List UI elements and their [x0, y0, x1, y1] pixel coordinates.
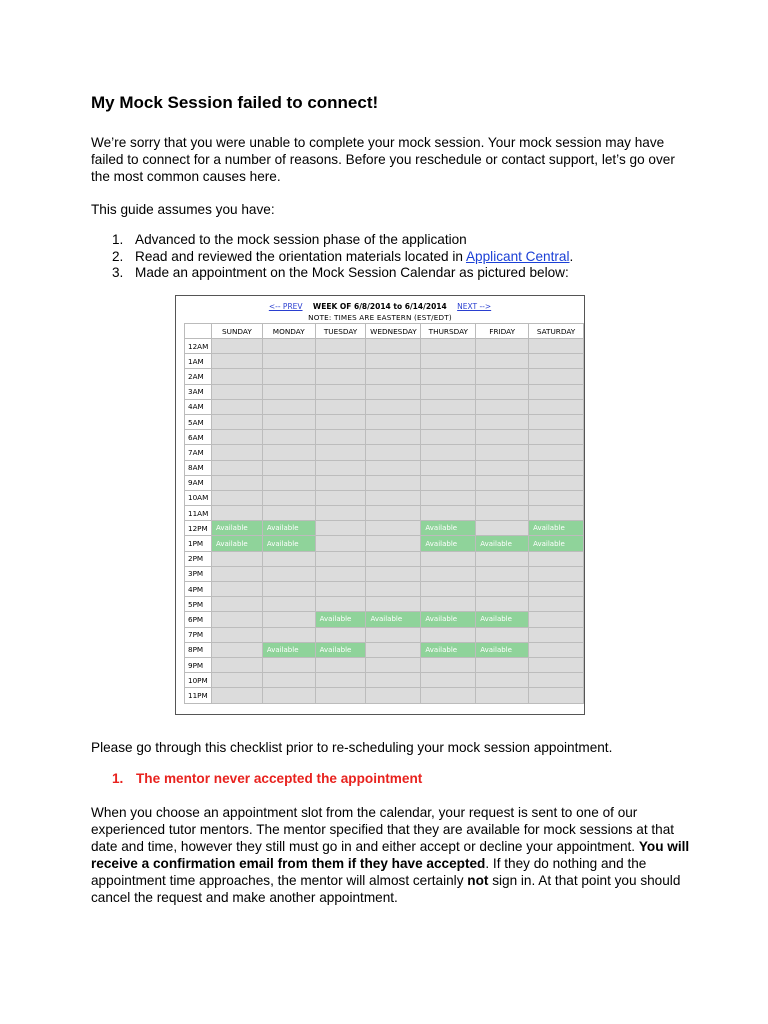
empty-slot	[262, 354, 315, 369]
hour-label: 12AM	[185, 339, 212, 354]
section-heading: 1. The mentor never accepted the appointment	[112, 771, 423, 786]
applicant-central-link[interactable]: Applicant Central	[465, 248, 570, 264]
empty-slot	[262, 399, 315, 414]
empty-slot	[366, 688, 421, 703]
empty-slot	[476, 490, 529, 505]
hour-label: 11PM	[185, 688, 212, 703]
empty-slot	[421, 657, 476, 672]
empty-slot	[529, 445, 584, 460]
empty-slot	[421, 384, 476, 399]
empty-slot	[476, 673, 529, 688]
empty-slot	[366, 460, 421, 475]
empty-slot	[366, 566, 421, 581]
empty-slot	[476, 627, 529, 642]
empty-slot	[421, 582, 476, 597]
hour-header	[185, 324, 212, 339]
empty-slot	[211, 627, 262, 642]
table-row	[185, 339, 584, 354]
empty-slot	[315, 339, 366, 354]
empty-slot	[262, 506, 315, 521]
available-slot[interactable]: Available	[529, 521, 584, 536]
page-title: My Mock Session failed to connect!	[91, 93, 379, 112]
hour-label: 3AM	[185, 384, 212, 399]
day-header: FRIDAY	[476, 324, 529, 339]
day-header: THURSDAY	[421, 324, 476, 339]
empty-slot	[476, 460, 529, 475]
hour-label: 3PM	[185, 566, 212, 581]
empty-slot	[315, 566, 366, 581]
empty-slot	[315, 673, 366, 688]
table-row	[185, 521, 584, 536]
empty-slot	[211, 566, 262, 581]
empty-slot	[366, 506, 421, 521]
empty-slot	[529, 506, 584, 521]
empty-slot	[529, 657, 584, 672]
assumes-paragraph: This guide assumes you have:	[91, 202, 275, 217]
empty-slot	[211, 642, 262, 657]
empty-slot	[211, 688, 262, 703]
available-slot[interactable]: Available	[476, 642, 529, 657]
empty-slot	[315, 657, 366, 672]
empty-slot	[529, 551, 584, 566]
empty-slot	[366, 490, 421, 505]
empty-slot	[366, 384, 421, 399]
hour-label: 9PM	[185, 657, 212, 672]
empty-slot	[476, 445, 529, 460]
empty-slot	[315, 445, 366, 460]
empty-slot	[366, 597, 421, 612]
intro-paragraph: We’re sorry that you were unable to complete your mock session. Your mock session may have failed to connect for a number of reasons. Before you reschedule or contact support, let’s go over the most common causes here.	[91, 135, 675, 184]
empty-slot	[529, 688, 584, 703]
empty-slot	[262, 460, 315, 475]
available-slot[interactable]: Available	[476, 612, 529, 627]
day-header: MONDAY	[262, 324, 315, 339]
empty-slot	[366, 369, 421, 384]
empty-slot	[421, 399, 476, 414]
available-slot[interactable]: Available	[262, 536, 315, 551]
hour-label: 11AM	[185, 506, 212, 521]
empty-slot	[366, 430, 421, 445]
empty-slot	[529, 627, 584, 642]
table-row	[185, 536, 584, 551]
empty-slot	[262, 582, 315, 597]
empty-slot	[315, 490, 366, 505]
bold-text: You will receive a confirmation email from them if they have accepted	[91, 839, 690, 871]
empty-slot	[476, 506, 529, 521]
empty-slot	[366, 399, 421, 414]
empty-slot	[476, 339, 529, 354]
empty-slot	[421, 460, 476, 475]
hour-label: 5AM	[185, 414, 212, 429]
empty-slot	[421, 414, 476, 429]
empty-slot	[315, 460, 366, 475]
list-item: 2. Read and reviewed the orientation materials located in Applicant Central.	[112, 248, 574, 264]
empty-slot	[529, 566, 584, 581]
calendar-figure	[175, 295, 585, 715]
empty-slot	[476, 582, 529, 597]
hour-label: 5PM	[185, 597, 212, 612]
empty-slot	[366, 521, 421, 536]
empty-slot	[211, 414, 262, 429]
empty-slot	[211, 339, 262, 354]
empty-slot	[262, 688, 315, 703]
hour-label: 8PM	[185, 642, 212, 657]
empty-slot	[476, 521, 529, 536]
empty-slot	[315, 506, 366, 521]
day-header: SUNDAY	[211, 324, 262, 339]
available-slot[interactable]: Available	[315, 642, 366, 657]
hour-label: 8AM	[185, 460, 212, 475]
empty-slot	[476, 551, 529, 566]
next-week-link[interactable]: NEXT -->	[457, 302, 492, 311]
available-slot[interactable]: Available	[421, 612, 476, 627]
hour-label: 6PM	[185, 612, 212, 627]
empty-slot	[476, 430, 529, 445]
section-body: When you choose an appointment slot from the calendar, your request is sent to one of our experienced tutor mentors. The mentor specified that they are available for mock sessions at that date and time, however they still must go in and either accept or decline your appointment. You will receive a confirmation email from them if they have accepted. If they do nothing and the appointment time approaches, the mentor will almost certainly not sign in. At that point you should cancel the request and make another appointment.	[91, 805, 690, 905]
prev-week-link[interactable]: <-- PREV	[268, 302, 303, 311]
table-row	[185, 460, 584, 475]
available-slot[interactable]: Available	[315, 612, 366, 627]
empty-slot	[315, 582, 366, 597]
hour-label: 2PM	[185, 551, 212, 566]
empty-slot	[366, 657, 421, 672]
empty-slot	[315, 384, 366, 399]
empty-slot	[421, 551, 476, 566]
hour-label: 9AM	[185, 475, 212, 490]
table-row	[185, 582, 584, 597]
prerequisite-list	[91, 232, 573, 282]
empty-slot	[529, 490, 584, 505]
empty-slot	[366, 642, 421, 657]
available-slot[interactable]: Available	[529, 536, 584, 551]
empty-slot	[421, 430, 476, 445]
empty-slot	[211, 612, 262, 627]
empty-slot	[262, 551, 315, 566]
empty-slot	[366, 414, 421, 429]
empty-slot	[211, 384, 262, 399]
table-row	[185, 597, 584, 612]
available-slot[interactable]: Available	[211, 521, 262, 536]
table-row	[185, 384, 584, 399]
empty-slot	[529, 414, 584, 429]
table-row	[185, 612, 584, 627]
empty-slot	[476, 688, 529, 703]
table-row	[185, 475, 584, 490]
empty-slot	[421, 627, 476, 642]
empty-slot	[421, 490, 476, 505]
table-row	[185, 490, 584, 505]
empty-slot	[366, 354, 421, 369]
table-row	[185, 445, 584, 460]
empty-slot	[262, 490, 315, 505]
empty-slot	[262, 566, 315, 581]
empty-slot	[211, 460, 262, 475]
table-row	[185, 551, 584, 566]
empty-slot	[476, 475, 529, 490]
empty-slot	[476, 566, 529, 581]
day-header: SATURDAY	[529, 324, 584, 339]
empty-slot	[315, 399, 366, 414]
empty-slot	[211, 490, 262, 505]
table-row	[185, 673, 584, 688]
empty-slot	[315, 369, 366, 384]
hour-label: 10AM	[185, 490, 212, 505]
hour-label: 4PM	[185, 582, 212, 597]
available-slot[interactable]: Available	[211, 536, 262, 551]
empty-slot	[421, 673, 476, 688]
empty-slot	[211, 445, 262, 460]
available-slot[interactable]: Available	[262, 521, 315, 536]
empty-slot	[421, 475, 476, 490]
available-slot[interactable]: Available	[421, 521, 476, 536]
empty-slot	[315, 521, 366, 536]
empty-slot	[211, 551, 262, 566]
empty-slot	[315, 414, 366, 429]
hour-label: 12PM	[185, 521, 212, 536]
empty-slot	[315, 475, 366, 490]
empty-slot	[315, 354, 366, 369]
empty-slot	[529, 339, 584, 354]
day-header: WEDNESDAY	[366, 324, 421, 339]
empty-slot	[529, 475, 584, 490]
empty-slot	[476, 384, 529, 399]
table-row	[185, 566, 584, 581]
empty-slot	[211, 657, 262, 672]
empty-slot	[529, 460, 584, 475]
empty-slot	[476, 597, 529, 612]
empty-slot	[529, 430, 584, 445]
empty-slot	[211, 506, 262, 521]
available-slot[interactable]: Available	[421, 642, 476, 657]
empty-slot	[211, 399, 262, 414]
empty-slot	[529, 384, 584, 399]
available-slot[interactable]: Available	[421, 536, 476, 551]
hour-label: 4AM	[185, 399, 212, 414]
empty-slot	[262, 612, 315, 627]
empty-slot	[211, 430, 262, 445]
empty-slot	[366, 627, 421, 642]
empty-slot	[529, 582, 584, 597]
empty-slot	[211, 475, 262, 490]
hour-label: 7AM	[185, 445, 212, 460]
empty-slot	[262, 339, 315, 354]
empty-slot	[211, 673, 262, 688]
empty-slot	[529, 642, 584, 657]
table-row	[185, 506, 584, 521]
timezone-note: NOTE: TIMES ARE EASTERN (EST/EDT)	[308, 313, 452, 322]
week-range: WEEK OF 6/8/2014 to 6/14/2014	[312, 302, 447, 311]
empty-slot	[262, 445, 315, 460]
calendar-nav	[176, 302, 584, 311]
empty-slot	[366, 673, 421, 688]
hour-label: 6AM	[185, 430, 212, 445]
empty-slot	[315, 688, 366, 703]
empty-slot	[529, 354, 584, 369]
empty-slot	[529, 673, 584, 688]
empty-slot	[421, 354, 476, 369]
hour-label: 7PM	[185, 627, 212, 642]
table-row	[185, 627, 584, 642]
available-slot[interactable]: Available	[262, 642, 315, 657]
empty-slot	[211, 369, 262, 384]
empty-slot	[211, 354, 262, 369]
empty-slot	[262, 627, 315, 642]
table-row	[185, 369, 584, 384]
empty-slot	[315, 627, 366, 642]
empty-slot	[366, 551, 421, 566]
hour-label: 10PM	[185, 673, 212, 688]
empty-slot	[315, 597, 366, 612]
table-row	[185, 354, 584, 369]
empty-slot	[366, 475, 421, 490]
hour-label: 1PM	[185, 536, 212, 551]
empty-slot	[366, 582, 421, 597]
empty-slot	[366, 536, 421, 551]
empty-slot	[421, 506, 476, 521]
table-row	[185, 430, 584, 445]
empty-slot	[476, 414, 529, 429]
empty-slot	[529, 369, 584, 384]
empty-slot	[476, 354, 529, 369]
empty-slot	[421, 445, 476, 460]
empty-slot	[262, 369, 315, 384]
empty-slot	[262, 430, 315, 445]
list-item: 3. Made an appointment on the Mock Session Calendar as pictured below:	[112, 265, 569, 280]
available-slot[interactable]: Available	[366, 612, 421, 627]
empty-slot	[421, 369, 476, 384]
day-header: TUESDAY	[315, 324, 366, 339]
empty-slot	[262, 597, 315, 612]
empty-slot	[262, 384, 315, 399]
empty-slot	[262, 414, 315, 429]
table-row	[185, 642, 584, 657]
empty-slot	[421, 566, 476, 581]
table-row	[185, 414, 584, 429]
table-row	[185, 657, 584, 672]
checklist-intro: Please go through this checklist prior to re-scheduling your mock session appointment.	[91, 740, 613, 755]
empty-slot	[421, 597, 476, 612]
empty-slot	[476, 369, 529, 384]
empty-slot	[315, 430, 366, 445]
empty-slot	[366, 339, 421, 354]
empty-slot	[315, 551, 366, 566]
empty-slot	[315, 536, 366, 551]
empty-slot	[211, 597, 262, 612]
empty-slot	[529, 612, 584, 627]
empty-slot	[366, 445, 421, 460]
available-slot[interactable]: Available	[476, 536, 529, 551]
hour-label: 2AM	[185, 369, 212, 384]
calendar-grid	[184, 323, 584, 704]
list-item: 1. Advanced to the mock session phase of the application	[112, 232, 467, 247]
empty-slot	[421, 339, 476, 354]
empty-slot	[529, 597, 584, 612]
empty-slot	[262, 657, 315, 672]
hour-label: 1AM	[185, 354, 212, 369]
empty-slot	[211, 582, 262, 597]
empty-slot	[262, 673, 315, 688]
empty-slot	[529, 399, 584, 414]
empty-slot	[476, 399, 529, 414]
bold-text: not	[467, 873, 489, 888]
table-row	[185, 399, 584, 414]
empty-slot	[476, 657, 529, 672]
empty-slot	[421, 688, 476, 703]
empty-slot	[262, 475, 315, 490]
table-row	[185, 688, 584, 703]
